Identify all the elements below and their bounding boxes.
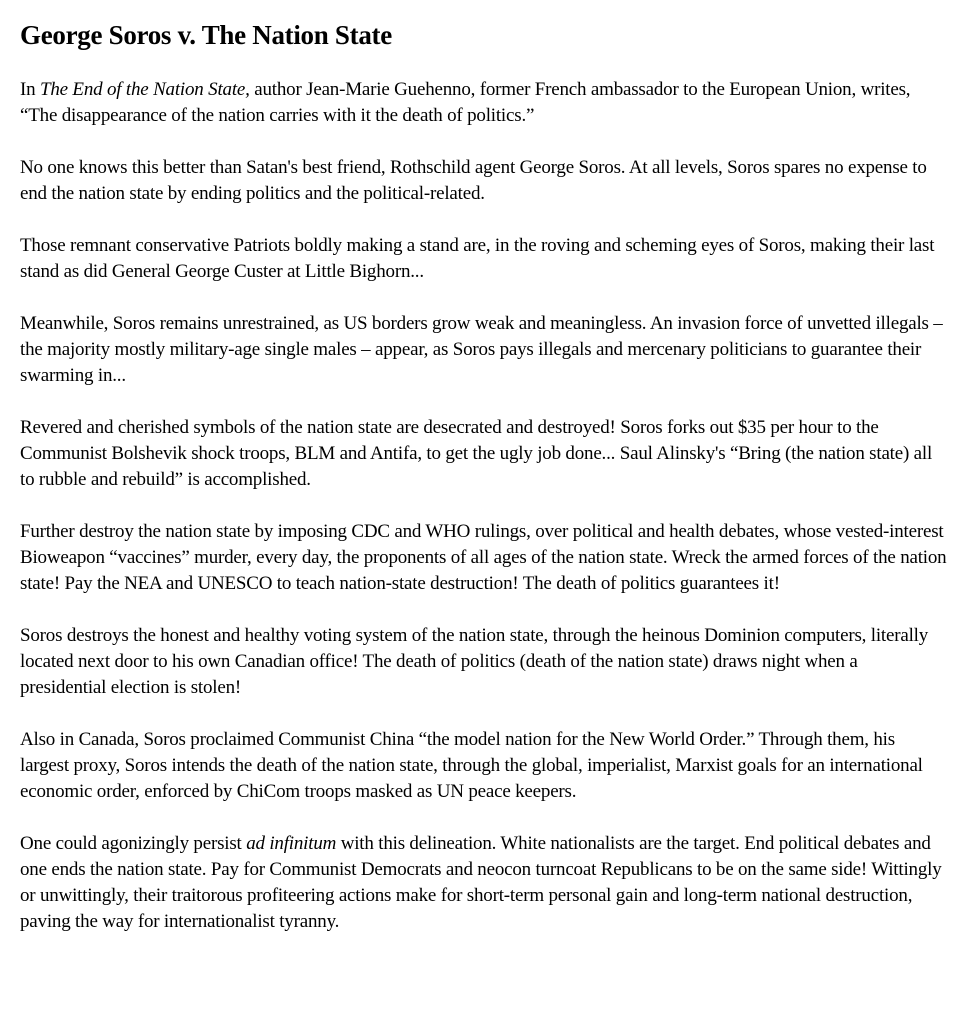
paragraph-9-post: with this delineation. White nationalists are the target. End political debates and one ends the nation state. Pay for Communist Democrats and neocon turncoat Republicans to be on the same side! Wittingly or unwittingly, their traitorous profiteering actions make for short-term personal gain and long-term national destruction, paving the way for internationalist tyranny.: [20, 833, 942, 932]
paragraph-7: Soros destroys the honest and healthy voting system of the nation state, through the heinous Dominion computers, literally located next door to his own Canadian office! The death of politics (death of the nation state) draws night when a presidential election is stolen!: [20, 625, 929, 698]
paragraph-4: Meanwhile, Soros remains unrestrained, as US borders grow weak and meaningless. An invasion force of unvetted illegals – the majority mostly military-age single males – appear, as Soros pays illegals and mercenary politicians to guarantee their swarming in...: [20, 313, 943, 386]
paragraph-1: [20, 77, 947, 129]
paragraph-3: Those remnant conservative Patriots boldly making a stand are, in the roving and scheming eyes of Soros, making their last stand as did General George Custer at Little Bighorn...: [20, 235, 935, 282]
page-title: George Soros v. The Nation State: [20, 20, 392, 50]
paragraph-5: Revered and cherished symbols of the nation state are desecrated and destroyed! Soros forks out $35 per hour to the Communist Bolshevik shock troops, BLM and Antifa, to get the ugly job done... Saul Alinsky's “Bring (the nation state) all to rubble and rebuild” is accomplished.: [20, 417, 933, 490]
book-title: The End of the Nation State,: [39, 79, 250, 100]
latin-phrase: ad infinitum: [246, 833, 337, 854]
paragraph-9-pre: One could agonizingly persist: [20, 833, 247, 854]
paragraph-1-post: author Jean-Marie Guehenno, former French ambassador to the European Union, writes, “The disappearance of the nation carries with it the death of politics.”: [20, 79, 911, 126]
paragraph-1-pre: In: [20, 79, 40, 100]
paragraph-9: [20, 831, 947, 935]
paragraph-6: Further destroy the nation state by imposing CDC and WHO rulings, over political and health debates, whose vested-interest Bioweapon “vaccines” murder, every day, the proponents of all ages of the nation state. Wreck the armed forces of the nation state! Pay the NEA and UNESCO to teach nation-state destruction! The death of politics guarantees it!: [20, 521, 947, 594]
paragraph-8: Also in Canada, Soros proclaimed Communist China “the model nation for the New World Order.” Through them, his largest proxy, Soros intends the death of the nation state, through the global, imperialist, Marxist goals for an international economic order, enforced by ChiCom troops masked as UN peace keepers.: [20, 729, 923, 802]
paragraph-2: No one knows this better than Satan's best friend, Rothschild agent George Soros. At all levels, Soros spares no expense to end the nation state by ending politics and the political-related.: [20, 157, 927, 204]
